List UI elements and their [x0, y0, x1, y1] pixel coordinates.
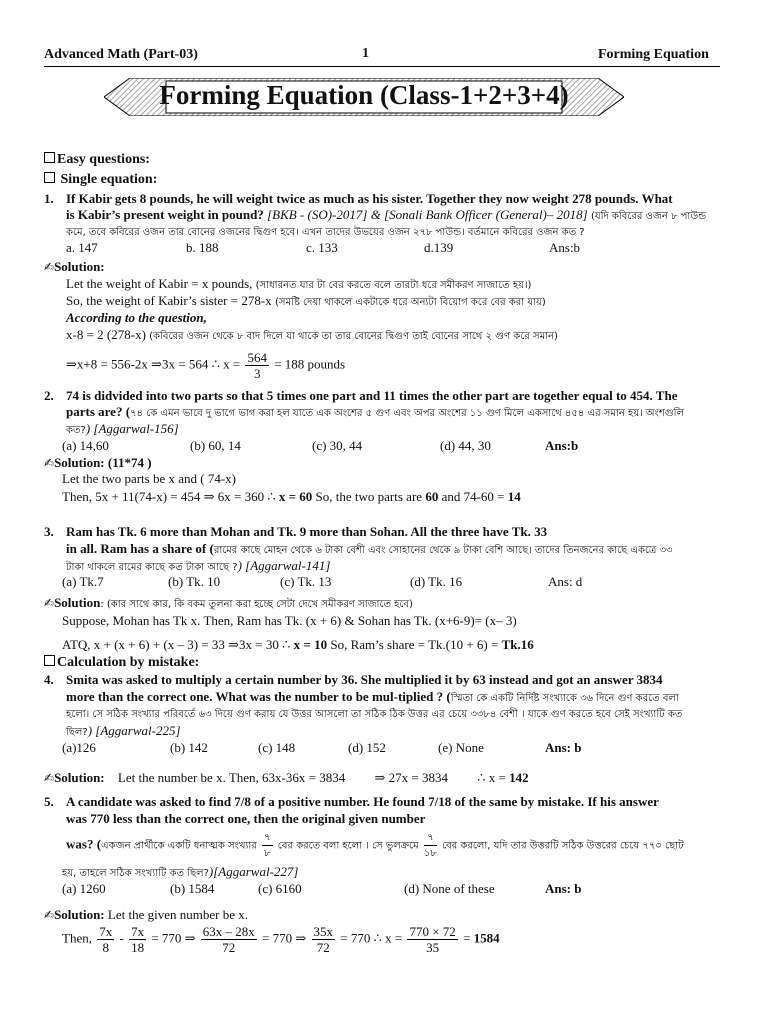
s3-line2: ATQ, x + (x + 6) + (x – 3) = 33 ⇒3x = 30 ∴ x = 10 So, Ram’s share = Tk.(10 + 6) = Tk.16 — [62, 637, 534, 652]
q3-line2: in all. Ram has a share of (রামের কাছে মোহন থেকে ৬ টাকা বেশী এবং সোহানের থেকে ৯ টাকা বেশি আছে। তাদের তিনজনের কাছে একত্রে ৩৩ — [66, 541, 673, 556]
page-number: 1 — [362, 46, 369, 61]
q1-line3: কমে, তবে কবিরের ওজন তার বোনের ওজনের দ্বিগুণ হবে। এখন তাদের উভয়ের ওজন ২৭৮ পাউন্ড। বর্তমানে কবিরের ওজন কত ? — [66, 227, 585, 238]
q3-option-a: (a) Tk.7 — [62, 574, 104, 589]
header-right: Forming Equation — [598, 47, 709, 62]
q2-option-c: (c) 30, 44 — [312, 438, 363, 453]
q4-option-a: (a)126 — [62, 740, 96, 755]
header-left: Advanced Math (Part-03) — [44, 47, 198, 62]
fraction: $\frac{35x}{72}$ — [313, 924, 334, 955]
q1-option-d: d.139 — [424, 240, 454, 255]
q4-line3: হলো। সে সঠিক সংখ্যার পরিবর্তে ৬৩ দিয়ে গুণ করায় যে উত্তর আসলো তা সঠিক ঠিক উত্তর এর চেয়ে ৩৩৮৪ বেশী । যাকে গুণ করতে হবে সেই সংখ্যাটি কত — [66, 709, 683, 720]
fraction: $\frac{63x - 28x}{72}$ — [202, 924, 255, 955]
checkbox-icon — [44, 172, 55, 183]
q5-answer: Ans: b — [545, 881, 582, 896]
section-single: Single equation: — [44, 172, 157, 188]
q4-option-d: (d) 152 — [348, 740, 386, 755]
title-banner — [104, 78, 624, 116]
q4-option-e: (e) None — [438, 740, 484, 755]
q4-line2: more than the correct one. What was the number to be mul-tiplied ? (স্মিতা কে একটি নির্দিষ্ট সংখ্যাকে ৩৬ দিনে গুণ করতে বলা — [66, 689, 679, 704]
q2-answer: Ans:b — [545, 438, 579, 453]
q1-option-c: c. 133 — [306, 240, 338, 255]
q4-answer: Ans: b — [545, 740, 582, 755]
q3-line3: টাকা থাকলে রামের কাছে কত টাকা আছে ?) [Aggarwal-141] — [66, 558, 331, 573]
s2-line1: Let the two parts be x and ( 74-x) — [62, 471, 237, 486]
fraction: $\frac{7x}{18}$ — [131, 924, 145, 955]
s3-label: ✍Solution: (কার সাথে কার, কি বকম তুলনা করা হচ্ছে সেটা দেখে সমীকরণ সাজাতে হবে) — [44, 595, 413, 610]
header-rule — [44, 66, 720, 67]
q5-option-b: (b) 1584 — [170, 881, 215, 896]
q3-number: 3. — [44, 524, 54, 539]
q2-number: 2. — [44, 388, 54, 403]
q1-number: 1. — [44, 191, 54, 206]
q5-number: 5. — [44, 794, 54, 809]
s3-line1: Suppose, Mohan has Tk x. Then, Ram has Tk. (x + 6) & Sohan has Tk. (x+6-9)= (x– 3) — [62, 613, 517, 628]
fraction: $\frac{770 \times 72}{35}$ — [409, 924, 456, 955]
q2-line1: 74 is didvided into two parts so that 5 times one part and 11 times the other part are together equal to 454. The — [66, 388, 678, 403]
q5-option-d: (d) None of these — [404, 881, 495, 896]
s1-line2: So, the weight of Kabir’s sister = 278-x (সমষ্টি দেয়া থাকলে একটাকে ধরে অন্যটা বিয়োগ করে বের করা যায়) — [66, 293, 546, 308]
pen-icon: ✍ — [44, 596, 55, 610]
q1-line1: If Kabir gets 8 pounds, he will weight twice as much as his sister. Together they now weight 278 pounds. What — [66, 191, 673, 206]
page-title: Forming Equation (Class-1+2+3+4) — [159, 80, 569, 110]
fraction: $\frac{৭}{১৮}$ — [423, 832, 437, 859]
q1-line2: is Kabir’s present weight in pound? [BKB - (SO)-2017] & [Sonali Bank Officer (General)– 2018] (যদি কবিরের ওজন ৮ পাউন্ড — [66, 207, 707, 222]
q1-answer: Ans:b — [549, 240, 581, 255]
q5-line1: A candidate was asked to find 7/8 of a positive number. He found 7/18 of the same by mistake. If his answer — [66, 794, 659, 809]
pen-icon: ✍ — [44, 908, 55, 922]
q1-option-a: a. 147 — [66, 240, 98, 255]
checkbox-icon — [44, 152, 55, 163]
q4-number: 4. — [44, 672, 54, 687]
q2-option-d: (d) 44, 30 — [440, 438, 491, 453]
s2-label: ✍Solution: (11*74 ) — [44, 455, 152, 470]
q4-option-c: (c) 148 — [258, 740, 296, 755]
checkbox-icon — [44, 655, 55, 666]
s2-line2: Then, 5x + 11(74-x) = 454 ⇒ 6x = 360 ∴ x = 60 So, the two parts are 60 and 74-60 = 14 — [62, 489, 521, 504]
s5-equation: Then, $\frac{7x}{8}$ - $\frac{7x}{18}$ = 770 ⇒ $\frac{63x - 28x}{72}$ = 770 ⇒ $\frac{35x}{72}$ = 770 ∴ x = $\frac{770 \times 72}{35}$ = 1584 — [62, 924, 500, 955]
fraction: $\frac{৭}{৮}$ — [264, 832, 271, 859]
q3-option-b: (b) Tk. 10 — [168, 574, 221, 589]
s1-line3: According to the question, — [66, 310, 207, 325]
q5-line4: হয়, তাহলে সঠিক সংখ্যাটি কত ছিল?)[Aggarwal-227] — [62, 864, 299, 879]
q4-line1: Smita was asked to multiply a certain number by 36. She multiplied it by 63 instead and got an answer 3834 — [66, 672, 663, 687]
q3-line1: Ram has Tk. 6 more than Mohan and Tk. 9 more than Sohan. All the three have Tk. 33 — [66, 524, 548, 539]
pen-icon: ✍ — [44, 456, 55, 470]
q2-line3: কত?) [Aggarwal-156] — [66, 421, 179, 436]
q1-option-b: b. 188 — [186, 240, 219, 255]
section-mistake: Calculation by mistake: — [44, 655, 199, 671]
q2-option-b: (b) 60, 14 — [190, 438, 241, 453]
q4-option-b: (b) 142 — [170, 740, 208, 755]
fraction: $\frac{564}{3}$ — [247, 350, 267, 381]
s4-line: ✍Solution: Let the number be x. Then, 63x-36x = 3834 ⇒ 27x = 3834 ∴ x = 142 — [44, 770, 529, 785]
q3-answer: Ans: d — [548, 574, 583, 589]
q2-option-a: (a) 14,60 — [62, 438, 109, 453]
fraction: $\frac{7x}{8}$ — [99, 924, 113, 955]
section-easy: Easy questions: — [44, 152, 150, 168]
q5-line3: was? (একজন প্রার্থীকে একটি ধনাত্মক সংখ্যার $\frac{৭}{৮}$ বের করতে বলা হলো । সে ভুলক্রমে $\frac{৭}{১৮}$ বের করলো, যদি তার উত্তরটি সঠিক উত্তরের চেয়ে ৭৭০ ছোট — [66, 832, 684, 859]
q3-option-d: (d) Tk. 16 — [410, 574, 463, 589]
q5-option-a: (a) 1260 — [62, 881, 106, 896]
pen-icon: ✍ — [44, 771, 55, 785]
q2-line2: parts are? (৭৪ কে এমন ভাবে দু ভাগে ভাগ করা হল যাতে এক অংশের ৫ গুণ এবং অপর অংশের ১১ গুণ মিলে একসাথে ৪৫৪ এর সমান হয়। অংশগুলি — [66, 404, 684, 419]
q5-line2: was 770 less than the correct one, then the original given number — [66, 811, 426, 826]
q5-option-c: (c) 6160 — [258, 881, 302, 896]
s5-label: ✍Solution: Let the given number be x. — [44, 907, 248, 922]
s1-label: ✍Solution: — [44, 259, 105, 274]
s1-line5: ⇒x+8 = 556-2x ⇒3x = 564 ∴ x = $\frac{564}{3}$ = 188 pounds — [66, 350, 346, 381]
q4-line4: ছিল?) [Aggarwal-225] — [66, 723, 181, 738]
q3-option-c: (c) Tk. 13 — [280, 574, 332, 589]
s1-line1: Let the weight of Kabir = x pounds, (সাধারনত যার টা বের করতে বলে তারটা ধরে সমীকরণ সাজাতে হয়।) — [66, 276, 532, 291]
pen-icon: ✍ — [44, 260, 55, 274]
s1-line4: x-8 = 2 (278-x) (কবিরের ওজন থেকে ৮ বাদ দিলে যা থাকে তা তার বোনের দ্বিগুণ তাই বোনের সাথে ২ গুণ করে সমান) — [66, 327, 558, 342]
